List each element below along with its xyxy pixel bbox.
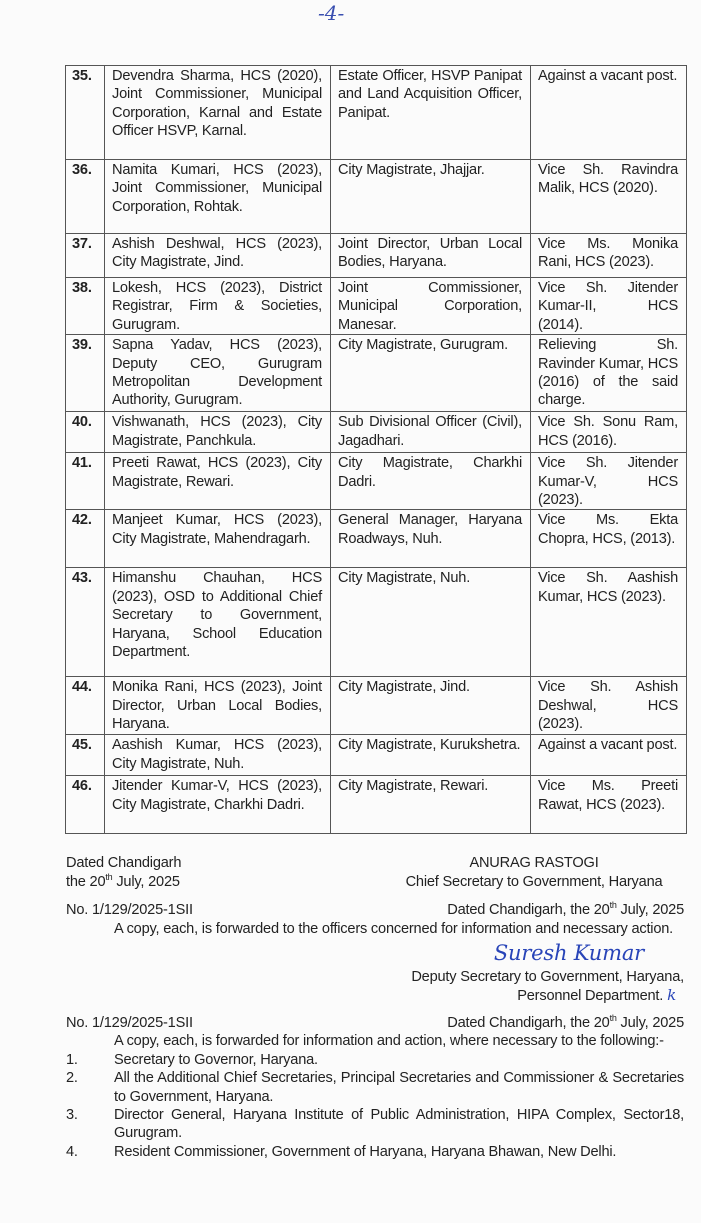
endorsement2-text: A copy, each, is forwarded for information and action, where necessary to the following:- bbox=[114, 1033, 664, 1050]
signatory-title: Chief Secretary to Government, Haryana bbox=[405, 873, 663, 890]
serial-number: 36. bbox=[66, 160, 105, 234]
new-posting: City Magistrate, Jhajjar. bbox=[331, 160, 531, 234]
recipient-number: 3. bbox=[66, 1106, 78, 1123]
remarks: Vice Sh. Aashish Kumar, HCS (2023). bbox=[531, 568, 687, 677]
new-posting: City Magistrate, Gurugram. bbox=[331, 335, 531, 412]
serial-number: 35. bbox=[66, 66, 105, 160]
serial-number: 37. bbox=[66, 234, 105, 278]
serial-number: 44. bbox=[66, 677, 105, 735]
officer-details: Ashish Deshwal, HCS (2023), City Magistrate, Jind. bbox=[105, 234, 331, 278]
signatory-block bbox=[384, 854, 684, 891]
recipient-text: Secretary to Governor, Haryana. bbox=[114, 1051, 318, 1068]
remarks: Against a vacant post. bbox=[531, 66, 687, 160]
signatory-name: ANURAG RASTOGI bbox=[469, 855, 599, 872]
deputy-title bbox=[66, 968, 684, 1006]
endorsement2-number: No. 1/129/2025-1SII bbox=[66, 1014, 193, 1031]
serial-number: 42. bbox=[66, 510, 105, 568]
officer-details: Himanshu Chauhan, HCS (2023), OSD to Additional Chief Secretary to Government, Haryana, School Education Department. bbox=[105, 568, 331, 677]
recipient-item bbox=[66, 1106, 684, 1143]
recipient-text: All the Additional Chief Secretaries, Principal Secretaries and Commissioner & Secretaries to Government, Haryana. bbox=[114, 1070, 684, 1105]
table-row bbox=[66, 453, 687, 510]
table-row bbox=[66, 735, 687, 776]
endorsement1-text: A copy, each, is forwarded to the officers concerned for information and necessary action. bbox=[114, 920, 674, 937]
recipient-text: Resident Commissioner, Government of Haryana, Haryana Bhawan, New Delhi. bbox=[114, 1143, 617, 1160]
remarks: Against a vacant post. bbox=[531, 735, 687, 776]
table-row bbox=[66, 335, 687, 412]
serial-number: 43. bbox=[66, 568, 105, 677]
serial-number: 40. bbox=[66, 412, 105, 453]
page-number: -4- bbox=[318, 1, 345, 25]
remarks: Vice Ms. Monika Rani, HCS (2023). bbox=[531, 234, 687, 278]
table-row bbox=[66, 160, 687, 234]
endorsement1-number: No. 1/129/2025-1SII bbox=[66, 902, 193, 919]
remarks: Vice Ms. Preeti Rawat, HCS (2023). bbox=[531, 776, 687, 834]
new-posting: Joint Director, Urban Local Bodies, Haryana. bbox=[331, 234, 531, 278]
sign-off-row bbox=[66, 854, 684, 891]
table-row bbox=[66, 278, 687, 335]
remarks: Vice Sh. Ravindra Malik, HCS (2020). bbox=[531, 160, 687, 234]
handwritten-initial: k bbox=[667, 986, 676, 1005]
officer-details: Jitender Kumar-V, HCS (2023), City Magistrate, Charkhi Dadri. bbox=[105, 776, 331, 834]
serial-number: 39. bbox=[66, 335, 105, 412]
officer-details: Preeti Rawat, HCS (2023), City Magistrate, Rewari. bbox=[105, 453, 331, 510]
officer-details: Monika Rani, HCS (2023), Joint Director, Urban Local Bodies, Haryana. bbox=[105, 677, 331, 735]
officer-details: Lokesh, HCS (2023), District Registrar, Firm & Societies, Gurugram. bbox=[105, 278, 331, 335]
table-row bbox=[66, 677, 687, 735]
new-posting: Sub Divisional Officer (Civil), Jagadhari. bbox=[331, 412, 531, 453]
officer-details: Manjeet Kumar, HCS (2023), City Magistrate, Mahendragarh. bbox=[105, 510, 331, 568]
endorsement2-header bbox=[66, 1014, 684, 1032]
recipient-number: 1. bbox=[66, 1051, 78, 1068]
new-posting: City Magistrate, Nuh. bbox=[331, 568, 531, 677]
remarks: Vice Sh. Jitender Kumar-V, HCS (2023). bbox=[531, 453, 687, 510]
recipient-number: 2. bbox=[66, 1070, 78, 1087]
endorsement1-date: Dated Chandigarh, the 20th July, 2025 bbox=[447, 900, 684, 919]
dated-place: Dated Chandigarh bbox=[66, 855, 182, 872]
remarks: Vice Sh. Ashish Deshwal, HCS (2023). bbox=[531, 677, 687, 735]
serial-number: 38. bbox=[66, 278, 105, 335]
officer-details: Aashish Kumar, HCS (2023), City Magistrate, Nuh. bbox=[105, 735, 331, 776]
serial-number: 46. bbox=[66, 776, 105, 834]
new-posting: City Magistrate, Kurukshetra. bbox=[331, 735, 531, 776]
new-posting: Joint Commissioner, Municipal Corporation, Manesar. bbox=[331, 278, 531, 335]
transfer-table bbox=[65, 65, 687, 834]
signature: Suresh Kumar bbox=[493, 941, 644, 966]
remarks: Relieving Sh. Ravinder Kumar, HCS (2016) of the said charge. bbox=[531, 335, 687, 412]
recipient-item bbox=[66, 1051, 684, 1069]
remarks: Vice Ms. Ekta Chopra, HCS, (2013). bbox=[531, 510, 687, 568]
deputy-title-line2: Personnel Department. bbox=[517, 988, 664, 1005]
officer-details: Vishwanath, HCS (2023), City Magistrate, Panchkula. bbox=[105, 412, 331, 453]
table-row bbox=[66, 510, 687, 568]
remarks: Vice Sh. Jitender Kumar-II, HCS (2014). bbox=[531, 278, 687, 335]
serial-number: 41. bbox=[66, 453, 105, 510]
recipient-text: Director General, Haryana Institute of Public Administration, HIPA Complex, Sector18, Gurugram. bbox=[114, 1106, 684, 1142]
signature-line bbox=[66, 938, 684, 968]
endorsement1-header bbox=[66, 901, 684, 919]
new-posting: City Magistrate, Rewari. bbox=[331, 776, 531, 834]
table-row bbox=[66, 234, 687, 278]
footer bbox=[0, 854, 701, 1161]
officer-details: Sapna Yadav, HCS (2023), Deputy CEO, Gurugram Metropolitan Development Authority, Gurugram. bbox=[105, 335, 331, 412]
officer-details: Devendra Sharma, HCS (2020), Joint Commissioner, Municipal Corporation, Karnal and Estate Officer HSVP, Karnal. bbox=[105, 66, 331, 160]
endorsement2-date: Dated Chandigarh, the 20th July, 2025 bbox=[447, 1013, 684, 1031]
dated-date: the 20th July, 2025 bbox=[66, 871, 180, 890]
new-posting: Estate Officer, HSVP Panipat and Land Acquisition Officer, Panipat. bbox=[331, 66, 531, 160]
recipient-item bbox=[66, 1069, 684, 1106]
dated-block bbox=[66, 854, 181, 891]
new-posting: City Magistrate, Charkhi Dadri. bbox=[331, 453, 531, 510]
serial-number: 45. bbox=[66, 735, 105, 776]
deputy-title-line1: Deputy Secretary to Government, Haryana, bbox=[411, 969, 684, 986]
table-row bbox=[66, 412, 687, 453]
new-posting: City Magistrate, Jind. bbox=[331, 677, 531, 735]
deputy-title-line2-row bbox=[66, 986, 684, 1005]
table-row bbox=[66, 776, 687, 834]
table-row bbox=[66, 568, 687, 677]
recipient-number: 4. bbox=[66, 1143, 78, 1160]
remarks: Vice Sh. Sonu Ram, HCS (2016). bbox=[531, 412, 687, 453]
recipient-list bbox=[66, 1051, 684, 1161]
officer-details: Namita Kumari, HCS (2023), Joint Commissioner, Municipal Corporation, Rohtak. bbox=[105, 160, 331, 234]
new-posting: General Manager, Haryana Roadways, Nuh. bbox=[331, 510, 531, 568]
table-row bbox=[66, 66, 687, 160]
recipient-item bbox=[66, 1143, 684, 1161]
